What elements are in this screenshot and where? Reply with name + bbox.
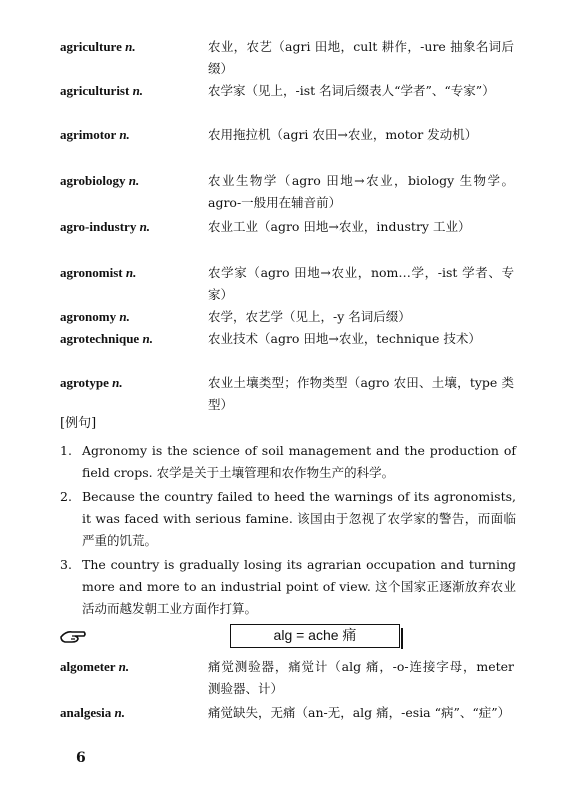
entry-term: analgesia n. bbox=[60, 705, 126, 720]
example-number: 2. bbox=[60, 489, 72, 504]
entry-agronomist bbox=[60, 262, 520, 306]
entry-term: agronomist n. bbox=[60, 265, 137, 280]
entry-definition: 农学家（见上，-ist 名词后缀表人“学者”、“专家”） bbox=[208, 83, 495, 98]
entry-definition: 痛觉测验器，痛觉计（alg 痛，-o-连接字母，meter 测验器、计） bbox=[208, 659, 514, 696]
example-2 bbox=[60, 486, 518, 552]
entry-term: agriculture n. bbox=[60, 39, 136, 54]
entry-agrimotor bbox=[60, 124, 520, 168]
example-text: The country is gradually losing its agrarian occupation and turning more and more to an industrial point of view. 这个国家正逐渐放弃农业活动而越发朝工业方面作打算。 bbox=[82, 557, 516, 616]
entry-term: agro-industry n. bbox=[60, 219, 151, 234]
entry-agrotechnique bbox=[60, 328, 520, 372]
word-root-header bbox=[60, 624, 520, 652]
entry-definition: 农业工业（agro 田地→农业，industry 工业） bbox=[208, 219, 471, 234]
entry-term: agrobiology n. bbox=[60, 173, 140, 188]
example-1 bbox=[60, 440, 518, 484]
entry-agriculture bbox=[60, 36, 520, 80]
entry-definition: 痛觉缺失，无痛（an-无，alg 痛，-esia “病”、“症”） bbox=[208, 705, 511, 720]
entry-algometer bbox=[60, 656, 520, 700]
entry-analgesia bbox=[60, 702, 520, 746]
entry-term: agrotype n. bbox=[60, 375, 123, 390]
entry-definition: 农业技术（agro 田地→农业，technique 技术） bbox=[208, 331, 481, 346]
example-text: Because the country failed to heed the warnings of its agronomists, it was faced with serious famine. 该国由于忽视了农学家的警告，而面临严重的饥荒。 bbox=[82, 489, 516, 548]
entry-term: agronomy n. bbox=[60, 309, 130, 324]
entry-term: agrotechnique n. bbox=[60, 331, 153, 346]
example-text: Agronomy is the science of soil management and the production of field crops. 农学是关于土壤管理和农作物生产的科学。 bbox=[82, 443, 516, 480]
entry-agriculturist bbox=[60, 80, 520, 124]
entry-definition: 农业，农艺（agri 田地，cult 耕作，-ure 抽象名词后缀） bbox=[208, 39, 514, 76]
entry-definition: 农学，农艺学（见上，-y 名词后缀） bbox=[208, 309, 411, 324]
entry-definition: 农学家（agro 田地→农业，nom…学，-ist 学者、专家） bbox=[208, 265, 514, 302]
example-number: 1. bbox=[60, 443, 72, 458]
entry-agrobiology bbox=[60, 170, 520, 214]
page-number: 6 bbox=[76, 750, 86, 766]
entry-agro-industry bbox=[60, 216, 520, 260]
examples-heading: [例句] bbox=[60, 416, 97, 431]
entry-agronomy bbox=[60, 306, 520, 328]
entry-term: algometer n. bbox=[60, 659, 130, 674]
pointing-hand-icon bbox=[60, 628, 86, 646]
example-number: 3. bbox=[60, 557, 72, 572]
word-root-box: alg = ache 痛 bbox=[230, 624, 400, 648]
entry-definition: 农业生物学（agro 田地→农业，biology 生物学。agro-一般用在辅音前） bbox=[208, 173, 514, 210]
entry-agrotype bbox=[60, 372, 520, 416]
example-3 bbox=[60, 554, 518, 620]
entry-term: agriculturist n. bbox=[60, 83, 144, 98]
entry-definition: 农业土壤类型；作物类型（agro 农田、土壤，type 类型） bbox=[208, 375, 514, 412]
entry-term: agrimotor n. bbox=[60, 127, 130, 142]
entry-definition: 农用拖拉机（agri 农田→农业，motor 发动机） bbox=[208, 127, 478, 142]
